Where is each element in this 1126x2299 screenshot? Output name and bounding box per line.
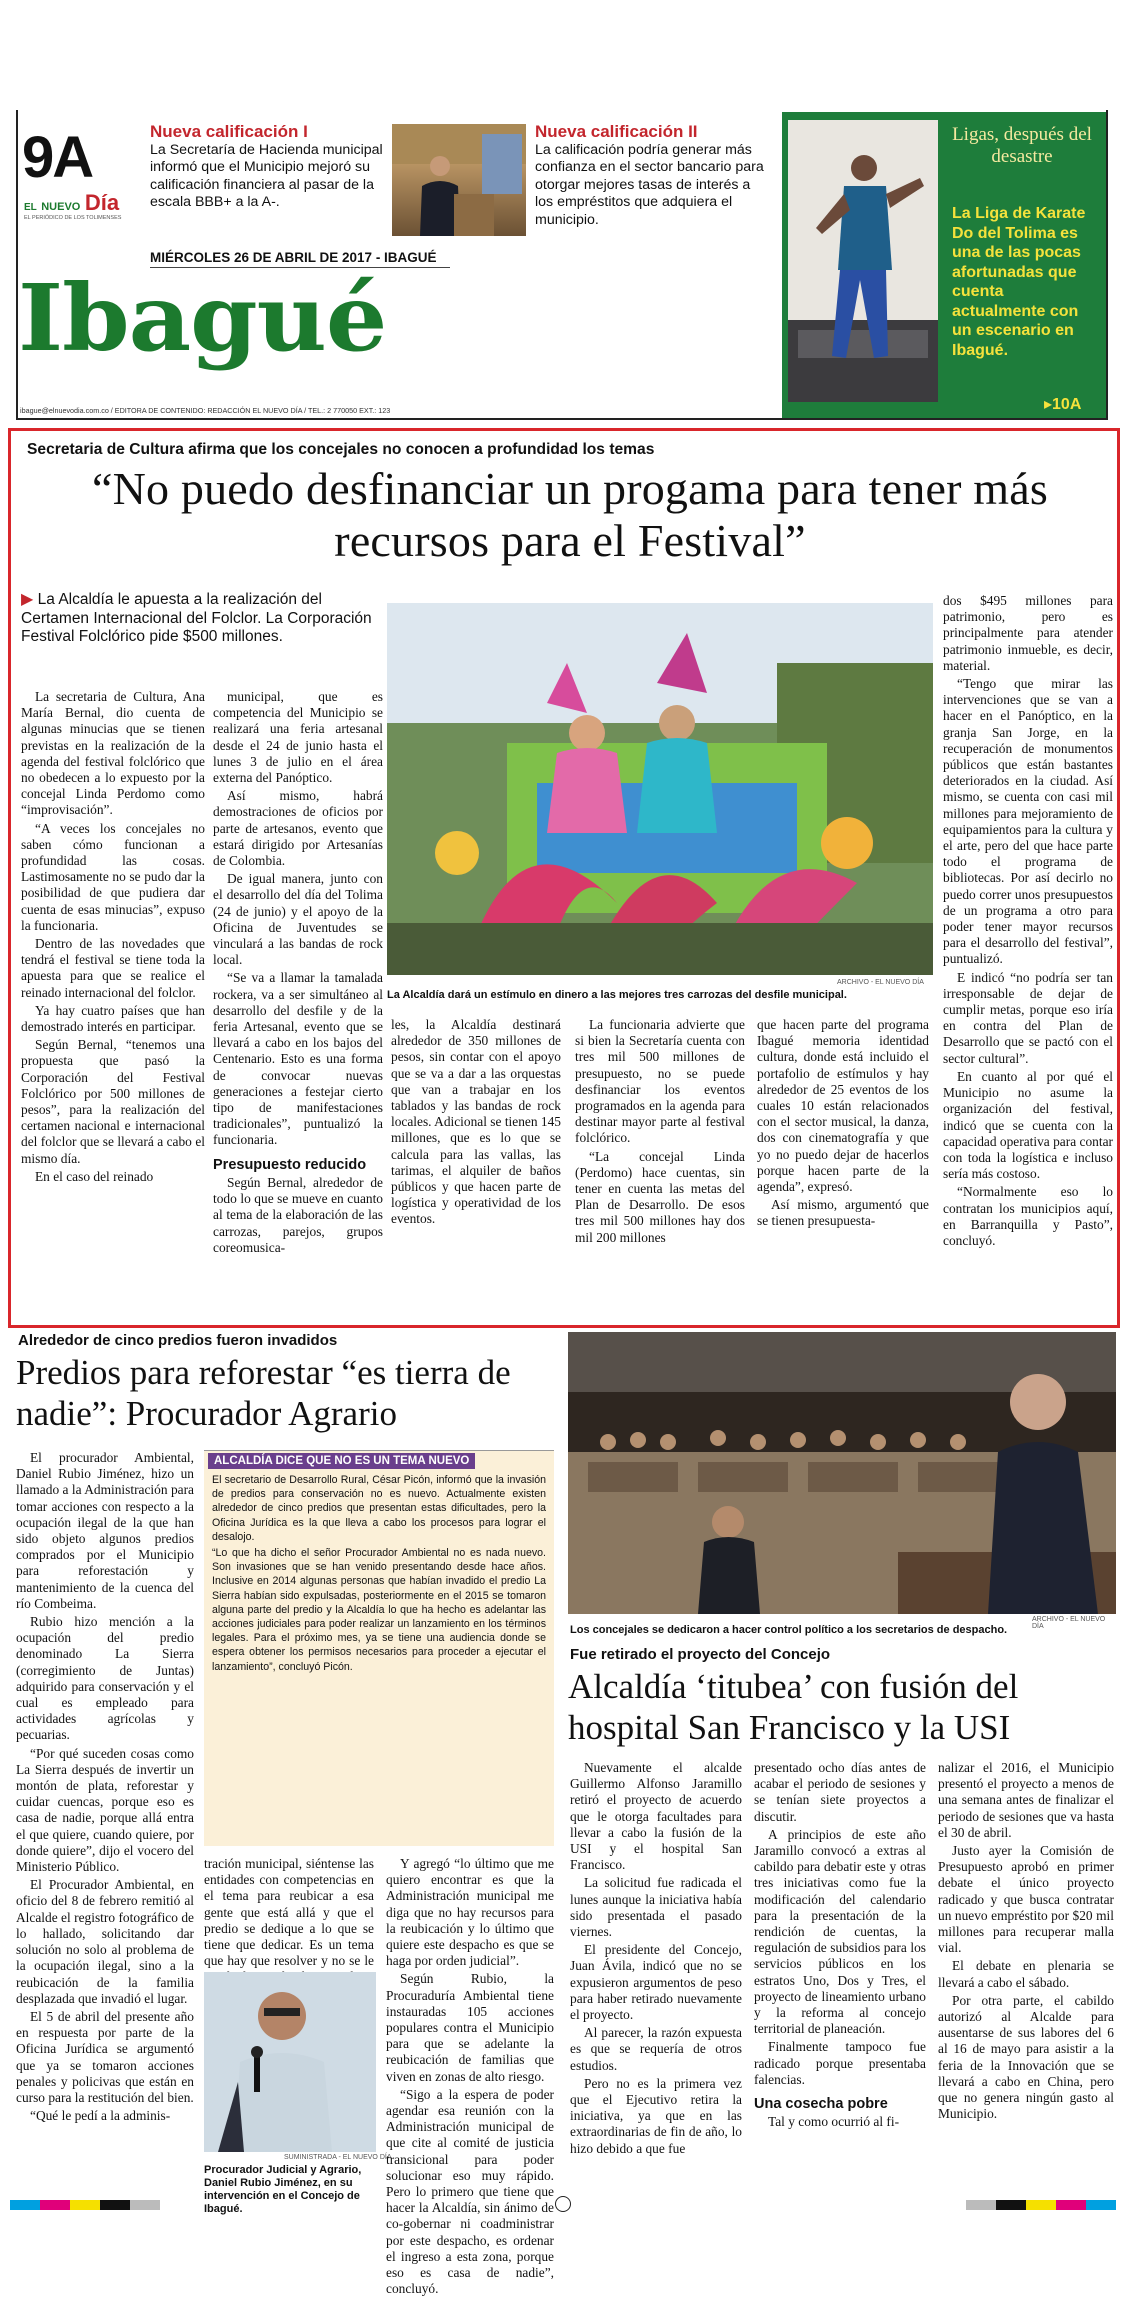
main-column-2 <box>213 689 383 1258</box>
paragraph: Según Bernal, “tenemos una propuesta que pasó la Corporación del Festival Folclórico por 500 millones de pesos”, para la realización del certamen nacional e internacional del folclor que se llevará a cabo el mismo día. <box>21 1037 205 1166</box>
box-title: ALCALDÍA DICE QUE NO ES UN TEMA NUEVO <box>208 1453 475 1469</box>
logo-nuevo: NUEVO <box>41 201 81 213</box>
paragraph: El presidente del Concejo, Juan Ávila, indicó que no se expusieron argumentos de peso para haber retirado nuevamente el proyecto. <box>570 1942 742 2023</box>
main-column-6 <box>943 593 1113 1251</box>
print-color-bar-right <box>966 2200 1116 2210</box>
paragraph: tración municipal, siéntense las entidades con competencias en el tema para reubicar a esa gente que está allá y que el predio se dedique a lo que se tiene que dedicar. Es un tema que hay que resolver y no se le <box>204 1856 374 1969</box>
main-headline: “No puedo desfinanciar un progama para tener más recursos para el Festival” <box>91 463 1049 566</box>
paragraph: que hacen parte del programa Ibagué memoria identidad cultura, donde está incluido el portafolio de estímulos y hay alrededor de 25 eventos de los cuales 10 están relacionados con el sector musical, la danza, dos con cinematografía y que yo no puedo dejar de hacerlos porque hacen parte de la agenda”, expresó. <box>757 1017 929 1195</box>
paragraph: Tal y como ocurrió al fi- <box>768 2114 900 2130</box>
paragraph: “Se va a llamar la tamalada rockera, va a ser simultáneo al desarrollo del desfile y de la feria Artesanal, evento que se llevará a cabo en los bajos del Centenario. Esto es una forma de convocar nuevas generaciones a festejar cierto tipo de manifestaciones tradicionales”, puntualizó la funcionaria. <box>213 970 383 1148</box>
story3-photo-caption: Los concejales se dedicaron a hacer control político a los secretarios de despacho. <box>570 1624 1008 1636</box>
paragraph: “Sigo a la espera de poder agendar esa reunión con la Administración municipal de que cite al comité de justicia transicional para poder solucionar eso muy rápido. Pero lo primero que tiene que hacer la Alcaldía, sin ánimo de co-gobernar ni coadministrar por este despacho, es ordenar el ingreso a esta zona, porque eso es casa de nadie”, concluyó. <box>386 2086 554 2297</box>
section-title: Ibagué <box>18 264 387 372</box>
story3-column-1 <box>570 1760 742 2159</box>
logo-tagline: EL PERIÓDICO DE LOS TOLIMENSES <box>24 215 122 221</box>
paragraph: La solicitud fue radicada el lunes aunque la iniciativa había sido presentada el pasado viernes. <box>570 1875 742 1940</box>
paragraph: En el caso del reinado <box>35 1168 154 1184</box>
lead-marker-icon: ▶ <box>21 591 34 608</box>
paragraph: Pero no es la primera vez que el Ejecutivo retira la iniciativa, ya que en las extraordinarias de fin de año, lo hizo debido a que fue <box>570 2075 742 2156</box>
paragraph: En cuanto al por qué el Municipio no asume la organización del festival, indicó que se cuenta con la capacidad operativa para contar con toda la logística e incluso sería más costoso. <box>943 1068 1113 1182</box>
paragraph: De igual manera, junto con el desarrollo del día del Tolima (24 de junio) y el apoyo de la Oficina de Juventudes se vinculará a las bandas de rock local. <box>213 871 383 968</box>
story3-photo-credit: ARCHIVO - EL NUEVO DÍA <box>1032 1616 1106 1630</box>
story3-photo-concejo <box>568 1332 1116 1614</box>
promo-photo-karate <box>788 120 938 402</box>
paragraph: Y agregó “lo último que me quiero encontrar es que la Administración municipal me diga que no hay recursos para la reubicación y lo último que quiere este despacho es que se haga por orden judicial”. <box>386 1856 554 1969</box>
story-predios <box>14 1332 554 2297</box>
paragraph: “Qué le pedí a la adminis- <box>30 2108 171 2124</box>
story2-photo-credit: SUMINISTRADA - EL NUEVO DÍA <box>284 2154 392 2161</box>
paragraph: Así mismo, argumentó que se tienen presupuesta- <box>757 1197 929 1229</box>
date-text: MIÉRCOLES 26 DE ABRIL DE 2017 - IBAGUÉ <box>150 250 437 265</box>
paragraph: “Normalmente eso lo contratan los municipios aquí, en Barranquilla y Pasto”, concluyó. <box>943 1184 1113 1248</box>
lead-text: La Alcaldía le apuesta a la realización del Certamen Internacional del Folclor. La Corporación Festival Folclórico pide $500 millones. <box>21 591 372 646</box>
page-number: 9A <box>22 125 93 190</box>
story2-kicker: Alrededor de cinco predios fueron invadidos <box>18 1332 338 1349</box>
promo-body: La Liga de Karate Do del Tolima es una de las pocas afortunadas que cuenta actualmente con un escenario en Ibagué. <box>952 205 1086 359</box>
story2-column-1 <box>16 1450 194 2126</box>
paragraph: Ya hay cuatro países que han demostrado interés en participar. <box>21 1002 205 1035</box>
teaser-2-body: La calificación podría generar más confianza en el sector bancario para otorgar mejores tasas de interés a los empréstitos que adquiera el municipio. <box>535 142 764 228</box>
story2-photo-caption: Procurador Judicial y Agrario, Daniel Rubio Jiménez, en su intervención en el Concejo de Ibagué. <box>204 2164 362 2215</box>
register-mark-icon <box>555 2196 571 2212</box>
paragraph: Al parecer, la razón expuesta es que se requería de otros estudios. <box>570 2025 742 2073</box>
paragraph: A principios de este año Jaramillo convocó a extras al cabildo para debatir este y otras tres iniciativas como fue la modificación del calendario para la presentación de la rendición de cuentas, la regulación de subsidios para los servicios públicos en los estratos Uno, Dos y Tres, el proyecto de lineamiento urbano y la reforma al concejo territorial de planeación. <box>754 1826 926 2037</box>
contact-line: ibague@elnuevodia.com.co / EDITORA DE CONTENIDO: REDACCIÓN EL NUEVO DÍA / TEL.: 2 770050 EXT.: 123 <box>20 406 391 415</box>
promo-page-ref <box>1044 394 1081 414</box>
paragraph: presentado ocho días antes de acabar el periodo de sesiones y se tenían siete proyectos a discutir. <box>754 1760 926 1824</box>
paragraph: Por otra parte, el cabildo autorizó al Alcalde para ausentarse de sus labores del 6 al 16 de mayo para asistir a la feria de la Innovación que se llevará a cabo en China, pero que no genera ningún gasto al Municipio. <box>938 1992 1114 2122</box>
story2-photo-procurador <box>204 1972 376 2152</box>
paragraph: Según Bernal, alrededor de todo lo que se mueve en cuanto al tema de la elaboración de las carrozas, parejos, grupos coreomusica- <box>213 1174 383 1255</box>
side-promo <box>782 112 1106 418</box>
paragraph: “Por qué suceden cosas como La Sierra después de invertir un montón de plata, reforestar y cuidar cuencas, porque eso es casa de nadie, porque allá entra el que quiere, cuando quiere, por donde quiere”, dijo el vocero del Ministerio Público. <box>16 1745 194 1875</box>
paragraph: nalizar el 2016, el Municipio presentó el proyecto a menos de una semana antes de finalizar el periodo de sesiones que va hasta el 30 de abril. <box>938 1760 1114 1840</box>
paragraph: “A veces los concejales no saben cómo funcionan a profundidad las cosas. Lastimosamente no se pudo dar la posibilidad de que pudiera dar cuenta de esas minucias”, expuso la funcionaria. <box>21 820 205 933</box>
main-kicker: Secretaria de Cultura afirma que los concejales no conocen a profundidad los temas <box>27 441 655 458</box>
main-story <box>8 428 1120 1328</box>
main-subhead: Presupuesto reducido <box>213 1156 367 1173</box>
masthead <box>0 0 1126 430</box>
teaser-1-headline: Nueva calificación I <box>150 122 308 141</box>
main-column-3 <box>391 1017 561 1230</box>
paragraph: “La concejal Linda (Perdomo) hace cuentas, sin tener en cuenta las metas del Plan de Desarrollo. De esos tres mil 500 millones hay dos mil 200 millones <box>575 1148 745 1245</box>
story3-kicker: Fue retirado el proyecto del Concejo <box>570 1646 831 1663</box>
logo-el: EL <box>24 202 37 213</box>
story2-headline: Predios para reforestar “es tierra de nadie”: Procurador Agrario <box>16 1353 511 1433</box>
paragraph: El procurador Ambiental, Daniel Rubio Jiménez, hizo un llamado a la Administración para tomar acciones con respecto a la ocupación ilegal de la que han sido objeto algunos predios comprados por el Municipio para reforestación y mantenimiento de la cuenca del río Combeima. <box>16 1450 194 1611</box>
paragraph: Justo ayer la Comisión de Presupuesto aprobó en primer debate el único proyecto radicado y que busca contratar un nuevo empréstito por $20 mil millones para recuperar malla vial. <box>938 1843 1114 1956</box>
paragraph: Rubio hizo mención a la ocupación del predio denominado La Sierra (corregimiento de Juntas) adquirido para conservación y el cual es empleado para actividades agrícolas y pecuarias. <box>16 1614 194 1743</box>
logo-dia: Día <box>84 190 120 215</box>
paragraph: Nuevamente el alcalde Guillermo Alfonso Jaramillo retiró el proyecto de acuerdo que le otorga facultades para llevar a cabo la fusión de la USI y el hospital San Francisco. <box>570 1760 742 1873</box>
paragraph: Según Rubio, la Procuraduría Ambiental tiene instauradas 105 acciones populares contra el Municipio para que se adelante la reubicación de familias que viven en zonas de alto riesgo. <box>386 1971 554 2084</box>
teaser-2 <box>535 122 765 229</box>
main-photo-credit: ARCHIVO - EL NUEVO DÍA <box>837 979 924 986</box>
paragraph: El 5 de abril del presente año en respuesta por parte de la Oficina Jurídica se argumentó que ya se tomaron acciones penales y policivas que están en curso para la restitución del bien. <box>16 2008 194 2105</box>
story3-headline: Alcaldía ‘titubea’ con fusión del hospital San Francisco y la USI <box>568 1667 1019 1747</box>
story2-column-3 <box>386 1856 554 2299</box>
main-photo-carroza <box>387 603 933 975</box>
print-color-bar-left <box>10 2200 160 2210</box>
main-column-1 <box>21 689 205 1187</box>
story3-subhead: Una cosecha pobre <box>754 2096 888 2113</box>
paragraph: El debate en plenaria se llevará a cabo el sábado. <box>938 1958 1114 1990</box>
main-column-5 <box>757 1017 929 1232</box>
main-column-4 <box>575 1017 745 1248</box>
paragraph: El Procurador Ambiental, en oficio del 8 de febrero remitió al Alcalde el registro fotográfico de lo hallado, solicitando dar solución no solo al problema de la ocupación ilegal, sino a la reubicación de la familia desplazada que invadió el lugar. <box>16 1877 194 2006</box>
paragraph: La secretaria de Cultura, Ana María Bernal, dio cuenta de algunas minucias que se tienen previstas en la realización de la agenda del festival folclórico que no obedecen a lo expuesto por la concejal Linda Perdomo como “improvisación”. <box>21 689 205 818</box>
main-lead <box>21 591 391 647</box>
promo-page-number: 10A <box>1052 396 1082 413</box>
paragraph: Así mismo, habrá demostraciones de oficios por parte de artesanos, evento que estará dirigido por Artesanías de Colombia. <box>213 788 383 869</box>
teaser-photo-official <box>392 124 526 236</box>
story3-column-2 <box>754 1760 926 2132</box>
box-paragraph: “Lo que ha dicho el señor Procurador Ambiental no es nada nuevo. Son invasiones que se han venido presentando desde hace años. Inclusive en 2014 algunas personas que habían invadido el predio La Sierra habían sido expulsadas, posteriormente en el 2015 se tomaron alguna parte del predio y la Alcaldía lo que ha hecho es adelantar las acciones judiciales para poder realizar un lanzamiento en los términos legales. Para el próximo mes, ya se tiene una audiencia donde se espera obtener los permisos necesarios para proceder a ejecutar el lanzamiento”, concluyó Picón. <box>212 1547 546 1673</box>
arrow-right-icon: ▸ <box>1044 396 1053 413</box>
paragraph: La funcionaria advierte que si bien la Secretaría cuenta con tres mil 500 millones de presupuesto, no se puede desfinanciar los eventos programados en la agenda para destinar mayor parte al festival folclórico. <box>575 1017 745 1146</box>
box-body <box>204 1473 554 1674</box>
paragraph: municipal, que es competencia del Municipio se realizará una feria artesanal desde el 24 de junio hasta el lunes 3 de julio en el área externa del Panóptico. <box>213 689 383 786</box>
paragraph: Finalmente tampoco fue radicado porque presentaba falencias. <box>754 2039 926 2087</box>
teaser-1-body: La Secretaría de Hacienda municipal informó que el Municipio mejoró su calificación financiera al pasar de la escala BBB+ a la A-. <box>150 142 383 211</box>
teaser-2-headline: Nueva calificación II <box>535 122 698 141</box>
box-paragraph: El secretario de Desarrollo Rural, César Picón, informó que la invasión de predios para conservación no es nuevo. Actualmente existen alrededor de cinco predios que presentan estas dificultades, pero la Oficina Jurídica es la que lleva a cabo los procesos para lograr el desalojo. <box>212 1474 546 1543</box>
story3-column-3 <box>938 1760 1114 2124</box>
paragraph: Dentro de las novedades que tendrá el festival se tiene toda la apuesta para que se realice el reinado internacional del folclor. <box>21 936 205 1000</box>
story2-sidebar-box <box>204 1450 554 1846</box>
story-hospital <box>568 1332 1116 2202</box>
teaser-1 <box>150 122 386 212</box>
paragraph: E indicó “no podría ser tan irresponsable de dejar de cumplir metas, porque eso iría en contra del Plan de Desarrollo que se pactó con el sector cultural”. <box>943 969 1113 1066</box>
promo-title: Ligas, después del desastre <box>952 124 1092 167</box>
paragraph: dos $495 millones para patrimonio, pero es principalmente para atender patrimonio inmueble, es decir, material. <box>943 593 1113 673</box>
paragraph: “Tengo que mirar las intervenciones que se van a hacer en el Panóptico, en la granja San Jorge, en la recuperación de monumentos públicos que están bastantes deteriorados en la ciudad. Así mismo, se cuenta con casi mil millones para mejoramiento de equipamientos para la cultura y el arte, pero del que hace parte todo el programa de bibliotecas. Por así decirlo no puedo correr unos presupuestos de un programa a otro para poder tener mayor recursos para el desarrollo del festival”, puntualizó. <box>943 676 1113 967</box>
main-photo-caption: La Alcaldía dará un estímulo en dinero a las mejores tres carrozas del desfile municipal. <box>387 989 847 1001</box>
paragraph: les, la Alcaldía destinará alrededor de 350 millones de pesos, sin contar con el apoyo que se va a dar a las orquestas que van a trabajar en los tablados y las bandas de rock locales. Adicional se tienen 145 millones, que es lo que se calcula para las vallas, las tarimas, el alquiler de baños públicos y que hacen parte de logística y operatividad de los eventos. <box>391 1017 561 1227</box>
